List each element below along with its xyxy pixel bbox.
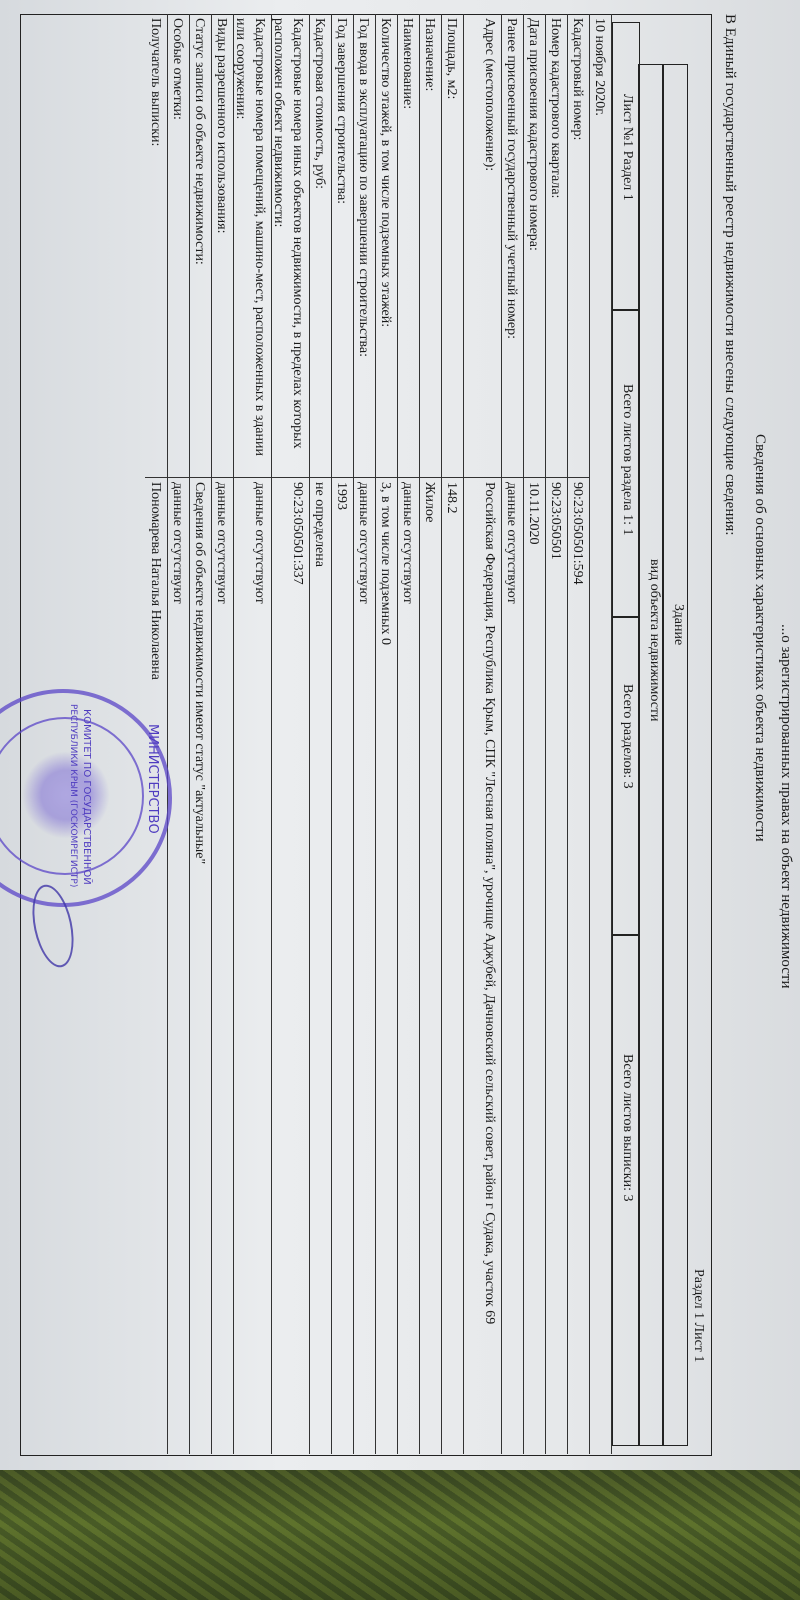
sheets-total: Всего листов выписки: 3 xyxy=(620,1054,635,1202)
column-separator xyxy=(145,477,167,478)
row-label: Наименование: xyxy=(400,18,415,110)
column-separator xyxy=(271,477,309,478)
row-value: данные отсутствуют xyxy=(356,482,371,604)
column-separator xyxy=(353,477,375,478)
table-row xyxy=(271,14,310,1454)
document-top-line: ...о зарегистрированных правах на объект недвижимости xyxy=(778,624,794,989)
row-label: Количество этажей, в том числе подземных этажей: xyxy=(378,18,393,328)
stamp-text-1: МИНИСТЕРСТВО xyxy=(145,724,160,834)
row-value: 1993 xyxy=(334,482,349,510)
section-label: Раздел 1 Лист 1 xyxy=(691,1269,706,1363)
column-separator xyxy=(463,477,501,478)
sheet-number: Лист №1 Раздел 1 xyxy=(620,94,635,201)
row-label: Номер кадастрового квартала: xyxy=(548,18,563,199)
column-separator xyxy=(441,477,463,478)
table-row xyxy=(501,14,524,1454)
table-row xyxy=(523,14,546,1454)
stamp-text-2: КОМИТЕТ ПО ГОСУДАРСТВЕННОЙ xyxy=(81,709,92,885)
column-separator xyxy=(375,477,397,478)
sections-total: Всего разделов: 3 xyxy=(620,684,635,789)
row-label: Кадастровый номер: xyxy=(570,18,585,141)
row-value: 3, в том числе подземных 0 xyxy=(378,482,393,645)
row-value: 148.2 xyxy=(444,482,459,514)
sheet-header-sep-3 xyxy=(612,934,640,936)
row-value: данные отсутствуют xyxy=(214,482,229,604)
table-row xyxy=(419,14,442,1454)
row-value: 90:23:050501 xyxy=(548,482,563,560)
column-separator xyxy=(567,477,589,478)
object-kind-caption: вид объекта недвижимости xyxy=(647,559,662,722)
sheet-header-sep-2 xyxy=(612,616,640,618)
stamp-text-3: РЕСПУБЛИКИ КРЫМ (ГОСКОМРЕГИСТР) xyxy=(68,704,78,888)
rotated-page xyxy=(12,4,792,1464)
row-label: Адрес (местоположение): xyxy=(482,18,497,172)
table-row xyxy=(375,14,398,1454)
row-label: Получатель выписки: xyxy=(148,18,163,147)
row-label: Год завершения строительства: xyxy=(334,18,349,205)
column-separator xyxy=(397,477,419,478)
row-label: Особые отметки: xyxy=(170,18,185,120)
row-label: Статус записи об объекте недвижимости: xyxy=(192,18,207,265)
column-separator xyxy=(309,477,331,478)
document-title: Сведения об основных характеристиках объекта недвижимости xyxy=(752,434,768,842)
table-row xyxy=(353,14,376,1454)
table-row xyxy=(331,14,354,1454)
row-label: Виды разрешенного использования: xyxy=(214,18,229,234)
row-label: Кадастровая стоимость, руб: xyxy=(312,18,327,189)
row-value: Российская Федерация, Республика Крым, СПК "Лесная поляна", урочище Аджубей, Дачновский сельский совет, район г Судака, участок 69 xyxy=(482,482,497,1325)
object-kind: Здание xyxy=(671,604,686,646)
table-row xyxy=(167,14,190,1454)
column-separator xyxy=(233,477,271,478)
row-label: Ранее присвоенный государственный учетный номер: xyxy=(504,18,519,340)
row-value: 90:23:050501:594 xyxy=(570,482,585,585)
coat-of-arms-icon xyxy=(22,751,110,839)
extract-date: 10 ноября 2020г. xyxy=(592,18,607,116)
object-kind-divider xyxy=(662,64,664,1446)
table-row xyxy=(189,14,212,1454)
table-row xyxy=(545,14,568,1454)
row-label: Кадастровые номера иных объектов недвижимости, в пределах которых расположен объект недвижимости: xyxy=(271,18,305,449)
column-separator xyxy=(331,477,353,478)
row-label: Назначение: xyxy=(422,18,437,92)
row-value: данные отсутствуют xyxy=(504,482,519,604)
column-separator xyxy=(545,477,567,478)
background-carpet xyxy=(0,1470,800,1600)
document-subtitle: В Единый государственный реестр недвижимости внесены следующие сведения: xyxy=(722,14,738,536)
row-value: 90:23:050501:337 xyxy=(290,482,305,585)
column-separator xyxy=(419,477,441,478)
row-value: Сведения об объекте недвижимости имеют статус "актуальные" xyxy=(192,482,207,865)
column-separator xyxy=(501,477,523,478)
column-separator xyxy=(167,477,189,478)
table-row xyxy=(233,14,272,1454)
row-label: Площадь, м2: xyxy=(444,18,459,100)
row-label: Кадастровые номера помещений, машино-мест, расположенных в здании или сооружении: xyxy=(233,18,267,456)
row-value: не определена xyxy=(312,482,327,567)
column-separator xyxy=(211,477,233,478)
row-value: данные отсутствуют xyxy=(170,482,185,604)
date-row xyxy=(589,14,612,1454)
row-value: Пономарева Наталья Николаевна xyxy=(148,482,163,680)
table-row xyxy=(567,14,590,1454)
row-label: Год ввода в эксплуатацию по завершении строительства: xyxy=(356,18,371,358)
row-label: Дата присвоения кадастрового номера: xyxy=(526,18,541,251)
sheet-header-sep-1 xyxy=(612,309,640,311)
column-separator xyxy=(523,477,545,478)
table-row xyxy=(441,14,464,1454)
table-row xyxy=(463,14,502,1454)
column-separator xyxy=(189,477,211,478)
table-row xyxy=(397,14,420,1454)
sheets-in-section: Всего листов раздела 1: 1 xyxy=(620,384,635,536)
row-value: данные отсутствуют xyxy=(400,482,415,604)
table-row xyxy=(211,14,234,1454)
row-value: данные отсутствуют xyxy=(252,482,267,604)
table-row xyxy=(309,14,332,1454)
row-value: Жилое xyxy=(422,482,437,523)
row-value: 10.11.2020 xyxy=(526,482,541,545)
